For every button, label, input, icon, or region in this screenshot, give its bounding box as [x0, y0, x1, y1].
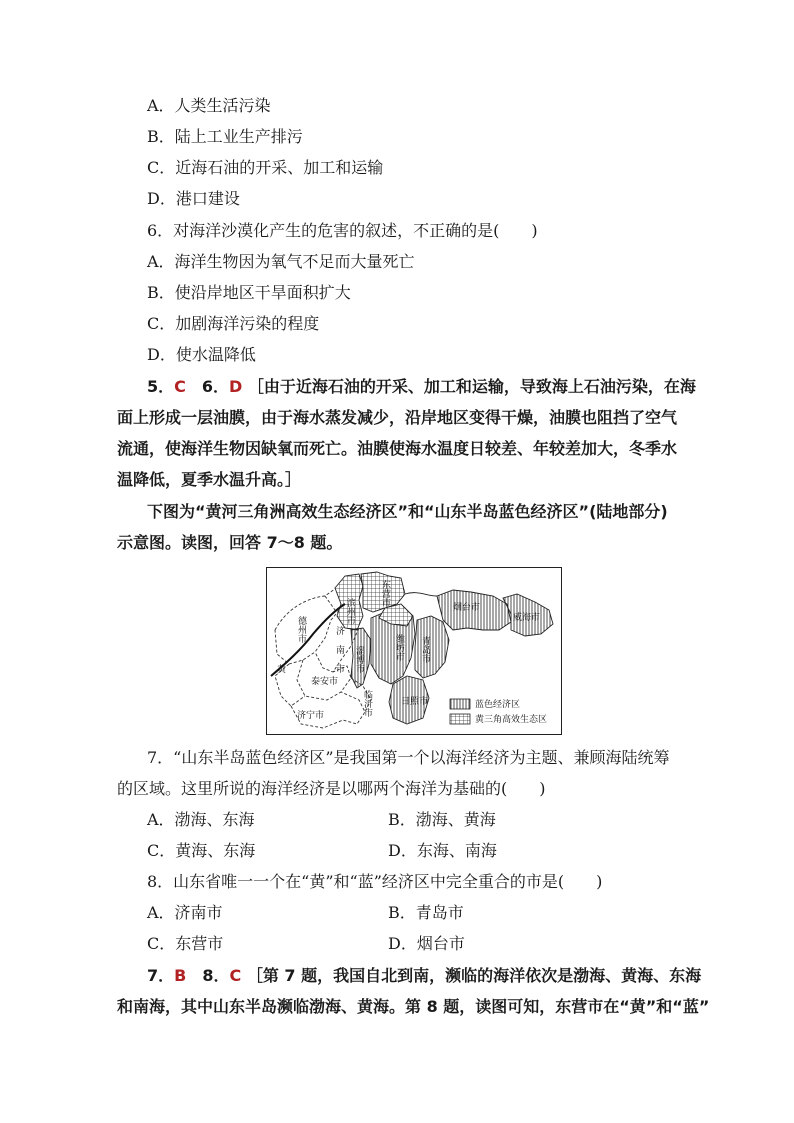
- q7-option-a: A．渤海、东海: [147, 810, 255, 829]
- q7-option-c: C．黄海、东海: [147, 841, 256, 860]
- q7-stem-line1: 7．“山东半岛蓝色经济区”是我国第一个以海洋经济为主题、兼顾海陆统筹: [147, 748, 670, 767]
- legend-yellow-swatch: [450, 714, 470, 724]
- label-qingdao: 青岛市: [420, 636, 430, 663]
- label-dezhou: 德州市: [296, 616, 306, 643]
- answer-8-number: 8．: [186, 966, 230, 985]
- q7-option-d: D．东海、南海: [388, 841, 497, 860]
- answer-5-6-line2: 面上形成一层油膜，由于海水蒸发减少，沿岸地区变得干燥，油膜也阻挡了空气: [117, 408, 678, 427]
- answer-5-6-line4: 温降低，夏季水温升高。］: [117, 470, 302, 489]
- map-legend: [450, 698, 547, 725]
- answer-7-8-line2: 和南海，其中山东半岛濒临渤海、黄海。第 8 题，读图可知，东营市在“黄”和“蓝”: [117, 997, 710, 1016]
- q8-option-a: A．济南市: [147, 903, 223, 922]
- answer-7-8-text1: ［第 7 题，我国自北到南，濒临的海洋依次是渤海、黄海、东海: [246, 966, 702, 985]
- label-yantai: 烟台市: [453, 603, 481, 613]
- label-dongying: 东营市: [380, 580, 390, 607]
- answer-5-6-line3: 流通，使海洋生物因缺氧而死亡。油膜使海水温度日较差、年较差加大，冬季水: [117, 439, 678, 458]
- q7-option-b: B．渤海、黄海: [388, 810, 496, 829]
- q5-option-a: A．人类生活污染: [147, 96, 271, 115]
- q5-option-d: D．港口建设: [147, 189, 240, 208]
- q8-option-d: D．烟台市: [388, 934, 465, 953]
- label-weihai: 威海市: [513, 613, 541, 623]
- map-svg: [267, 568, 561, 734]
- legend-blue-swatch: [450, 699, 470, 709]
- answer-8-letter: C: [229, 966, 242, 985]
- legend-blue-label: 蓝色经济区: [475, 700, 521, 710]
- label-zibo: 淄博市: [354, 646, 364, 673]
- answer-5-number: 5．: [147, 377, 175, 396]
- q8-option-b: B．青岛市: [388, 903, 464, 922]
- q5-option-b: B．陆上工业生产排污: [147, 127, 303, 146]
- label-linyi: 临沂市: [362, 690, 372, 717]
- q6-stem: 6．对海洋沙漠化产生的危害的叙述，不正确的是( ): [147, 221, 538, 240]
- q6-option-b: B．使沿岸地区干旱面积扩大: [147, 283, 351, 302]
- answer-5-letter: C: [174, 377, 186, 396]
- answer-5-6-text1: ［由于近海石油的开采、加工和运输，导致海上石油污染，在海: [247, 377, 696, 396]
- intro-line2: 示意图。读图，回答 7～8 题。: [117, 533, 343, 552]
- label-binzhou: 滨州市: [345, 598, 355, 625]
- answer-6-number: 6．: [185, 377, 230, 396]
- shandong-economic-zone-map: [266, 567, 562, 735]
- label-jining: 济宁市: [297, 711, 325, 721]
- q5-option-c: C．近海石油的开采、加工和运输: [147, 158, 384, 177]
- q7-stem-line2: 的区域。这里所说的海洋经济是以哪两个海洋为基础的( ): [117, 779, 546, 798]
- q8-option-c: C．东营市: [147, 934, 224, 953]
- answer-7-8-line1: [147, 965, 701, 987]
- label-river: 黄: [277, 665, 287, 675]
- label-taian: 泰安市: [311, 677, 339, 687]
- intro-line1: 下图为“黄河三角洲高效生态经济区”和“山东半岛蓝色经济区”(陆地部分): [147, 502, 668, 521]
- answer-6-letter: D: [229, 377, 243, 396]
- answer-5-6-line1: [147, 376, 696, 398]
- label-weifang: 潍坊市: [394, 634, 404, 661]
- label-jinan: 济南市: [334, 626, 344, 683]
- answer-7-letter: B: [174, 966, 187, 985]
- label-rizhao: 日照市: [401, 697, 429, 707]
- q6-option-d: D．使水温降低: [147, 345, 256, 364]
- q8-stem: 8．山东省唯一一个在“黄”和“蓝”经济区中完全重合的市是( ): [147, 872, 603, 891]
- legend-yellow-label: 黄三角高效生态区: [475, 715, 548, 725]
- q6-option-c: C．加剧海洋污染的程度: [147, 314, 320, 333]
- q6-option-a: A．海洋生物因为氧气不足而大量死亡: [147, 252, 415, 271]
- answer-7-number: 7．: [147, 966, 175, 985]
